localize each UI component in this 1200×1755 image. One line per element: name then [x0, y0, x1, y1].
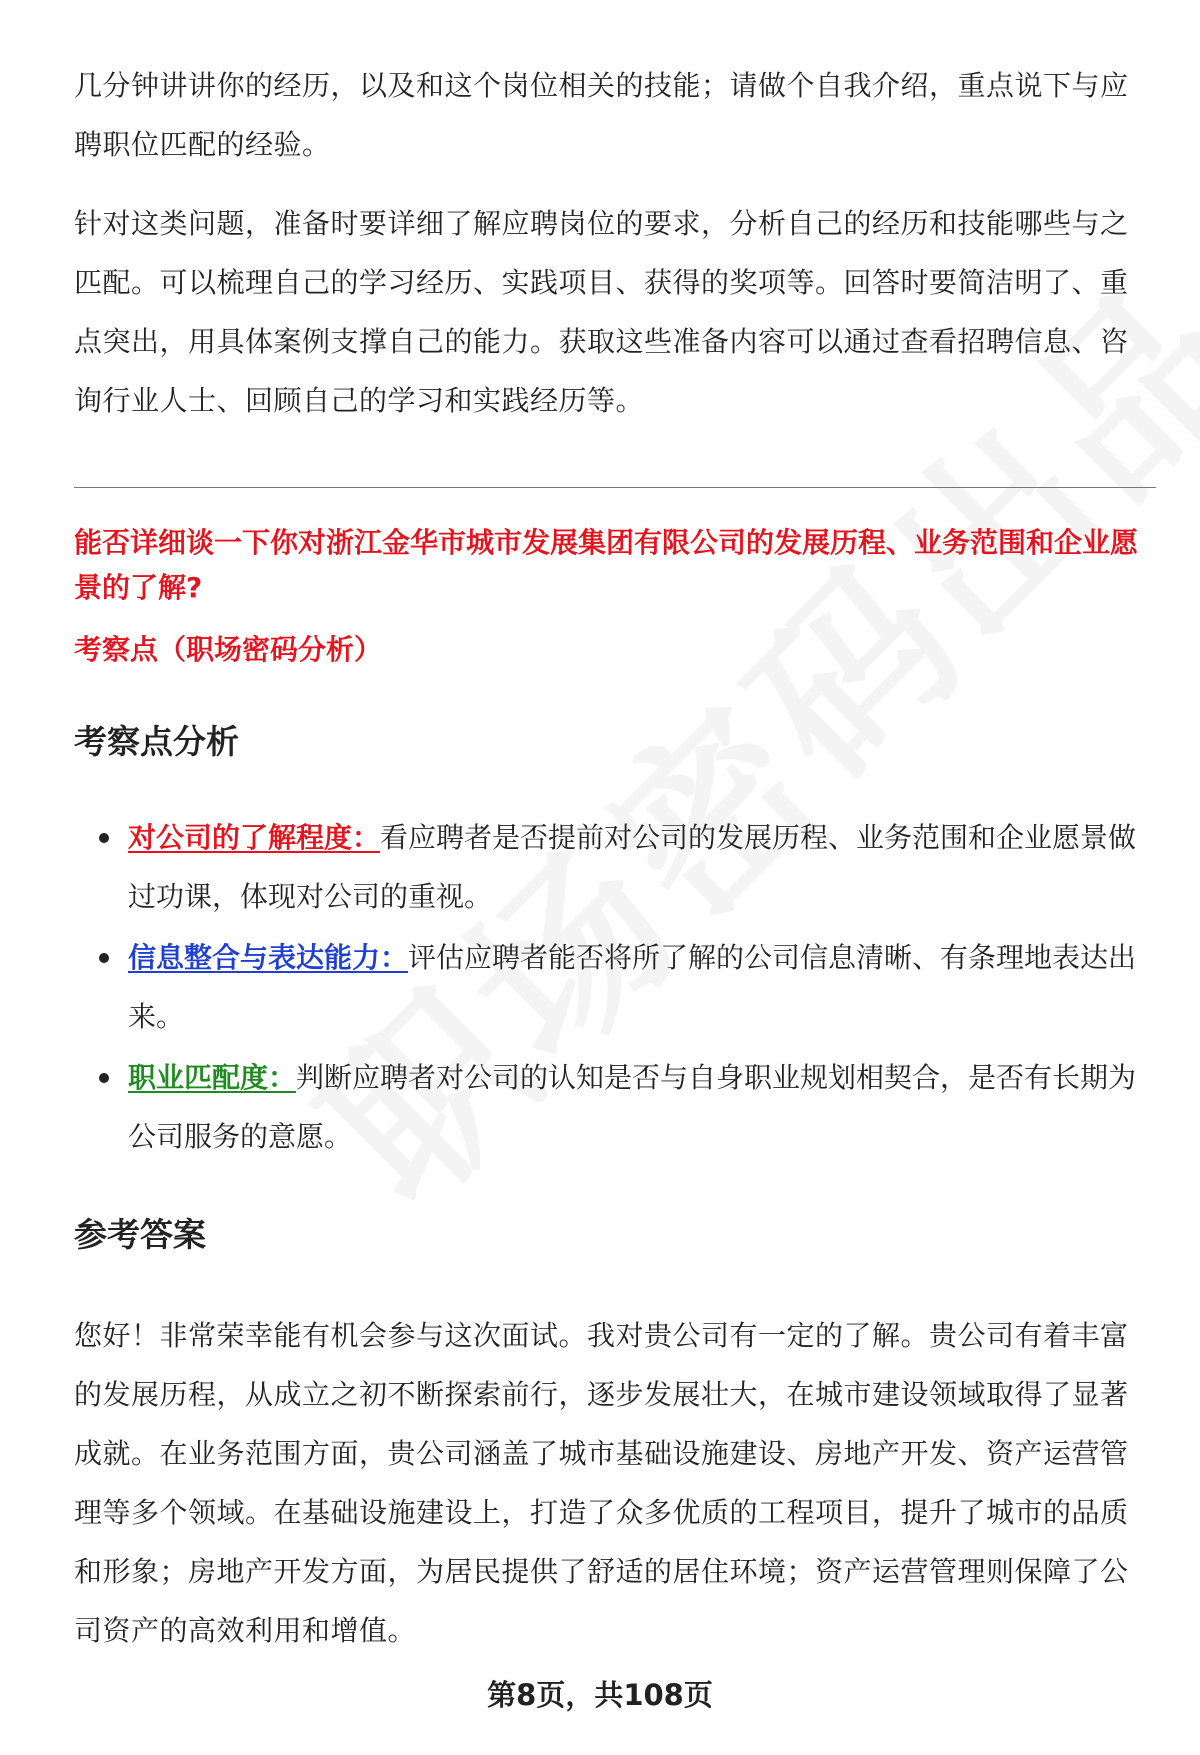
bullet-dot-icon: [99, 1073, 109, 1083]
section-divider: [74, 487, 1156, 488]
answer-heading: 参考答案: [74, 1215, 206, 1254]
analysis-term-link[interactable]: 对公司的了解程度：: [128, 821, 381, 854]
analysis-term-link[interactable]: 职业匹配度：: [128, 1061, 297, 1094]
analysis-list: [74, 808, 1156, 1168]
intro-paragraph-2: 针对这类问题，准备时要详细了解应聘岗位的要求，分析自己的经历和技能哪些与之匹配。可以梳理自己的学习经历、实践项目、获得的奖项等。回答时要简洁明了、重点突出，用具体案例支撑自己的能力。获取这些准备内容可以通过查看招聘信息、咨询行业人士、回顾自己的学习和实践经历等。: [74, 207, 1129, 417]
analysis-term-link[interactable]: 信息整合与表达能力：: [128, 941, 409, 974]
question-subtitle: 考察点（职场密码分析）: [74, 633, 383, 666]
analysis-heading: 考察点分析: [74, 722, 239, 761]
list-item: [74, 928, 1156, 1046]
list-item: [74, 1048, 1156, 1166]
analysis-text: 评估应聘者能否将所了解的公司信息清晰、有条理地表达出来。: [128, 941, 1137, 1033]
page-number: 第8页，共108页: [487, 1678, 713, 1712]
bullet-dot-icon: [99, 833, 109, 843]
analysis-text: 判断应聘者对公司的认知是否与自身职业规划相契合，是否有长期为公司服务的意愿。: [128, 1061, 1137, 1153]
analysis-text: 看应聘者是否提前对公司的发展历程、业务范围和企业愿景做过功课，体现对公司的重视。: [128, 821, 1137, 913]
intro-paragraph-1: 几分钟讲讲你的经历，以及和这个岗位相关的技能；请做个自我介绍，重点说下与应聘职位匹配的经验。: [74, 69, 1129, 161]
question-title: 能否详细谈一下你对浙江金华市城市发展集团有限公司的发展历程、业务范围和企业愿景的了解?: [74, 526, 1139, 604]
intro-section: [74, 56, 1154, 430]
bullet-dot-icon: [99, 953, 109, 963]
list-item: [74, 808, 1156, 926]
answer-paragraph: 您好！非常荣幸能有机会参与这次面试。我对贵公司有一定的了解。贵公司有着丰富的发展历程，从成立之初不断探索前行，逐步发展壮大，在城市建设领域取得了显著成就。在业务范围方面，贵公司涵盖了城市基础设施建设、房地产开发、资产运营管理等多个领域。在基础设施建设上，打造了众多优质的工程项目，提升了城市的品质和形象；房地产开发方面，为居民提供了舒适的居住环境；资产运营管理则保障了公司资产的高效利用和增值。: [74, 1319, 1129, 1647]
